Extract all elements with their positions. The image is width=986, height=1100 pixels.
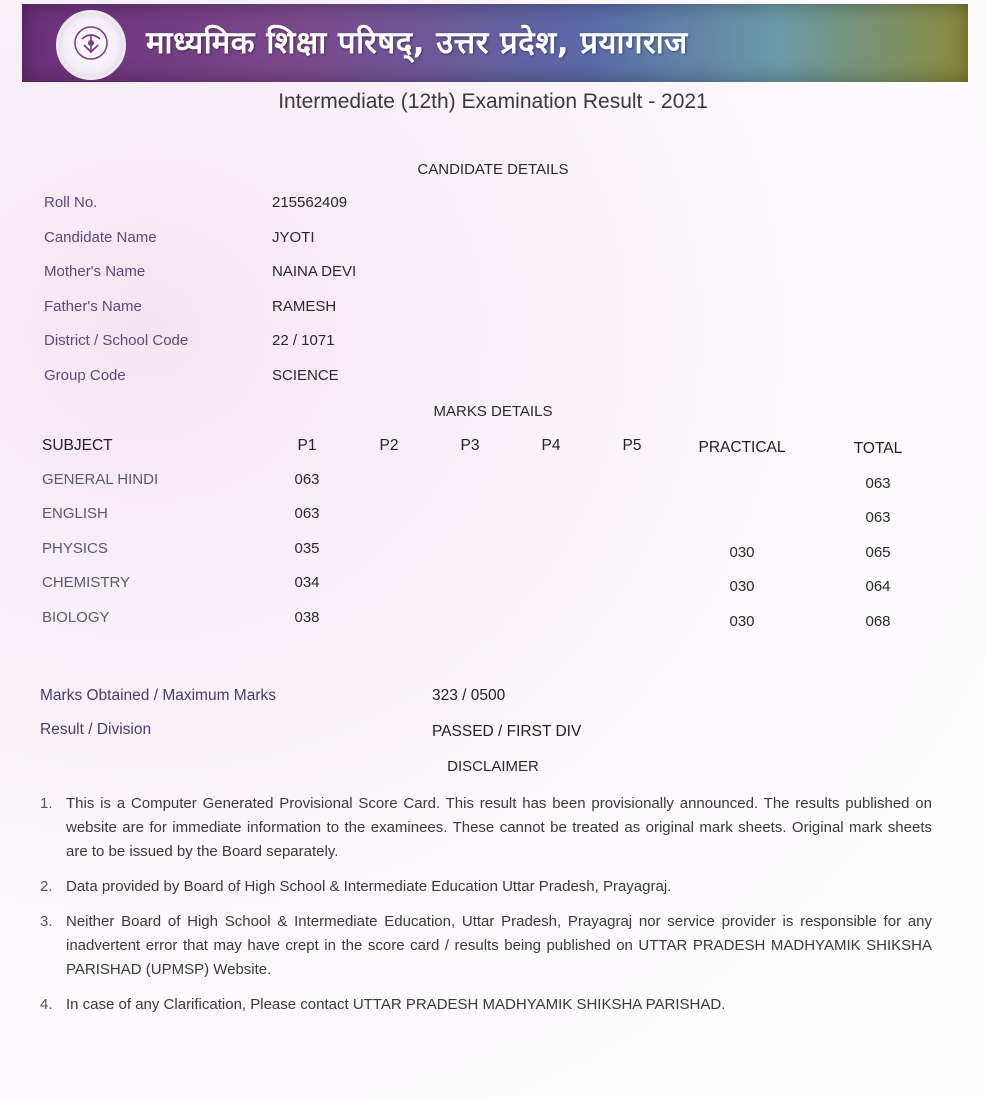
practical-mark: 030 (729, 613, 755, 630)
list-item-number: 4. (40, 996, 53, 1013)
mother-name-value: NAINA DEVI (272, 263, 357, 280)
subject-name: PHYSICS (42, 540, 108, 557)
result-division-label: Result / Division (40, 721, 152, 738)
list-item-number: 3. (40, 913, 53, 930)
candidate-name-label: Candidate Name (44, 229, 157, 246)
practical-mark: 030 (729, 544, 755, 561)
list-item (40, 875, 932, 899)
result-division-value: PASSED / FIRST DIV (432, 723, 582, 740)
col-p2: P2 (379, 437, 399, 454)
total-mark: 063 (865, 509, 891, 526)
col-subject: SUBJECT (42, 437, 113, 454)
list-item (40, 910, 932, 982)
marks-obtained-row (40, 687, 940, 711)
candidate-row-father (44, 298, 944, 322)
p1-mark: 035 (294, 540, 320, 557)
table-row (42, 609, 942, 635)
group-code-value: SCIENCE (272, 367, 339, 384)
total-mark: 064 (865, 578, 891, 595)
mother-name-label: Mother's Name (44, 263, 146, 280)
marks-details-heading: MARKS DETAILS (433, 403, 553, 420)
candidate-name-value: JYOTI (272, 229, 315, 246)
col-p1: P1 (297, 437, 317, 454)
subject-name: GENERAL HINDI (42, 471, 159, 488)
col-practical: PRACTICAL (698, 439, 786, 456)
roll-no-label: Roll No. (44, 194, 98, 211)
emblem-icon (73, 25, 109, 61)
subject-name: BIOLOGY (42, 609, 110, 626)
father-name-value: RAMESH (272, 298, 337, 315)
total-mark: 068 (865, 613, 891, 630)
col-total: TOTAL (853, 440, 903, 457)
list-item-text: In case of any Clarification, Please contact UTTAR PRADESH MADHYAMIK SHIKSHA PARISHAD. (66, 996, 726, 1013)
district-school-code-label: District / School Code (44, 332, 189, 349)
p1-mark: 034 (294, 574, 320, 591)
candidate-details-heading: CANDIDATE DETAILS (417, 161, 569, 178)
col-p3: P3 (460, 437, 480, 454)
father-name-label: Father's Name (44, 298, 142, 315)
practical-mark: 030 (729, 578, 755, 595)
district-school-code-value: 22 / 1071 (272, 332, 335, 349)
list-item (40, 993, 932, 1017)
list-item (40, 792, 932, 864)
list-item-text: This is a Computer Generated Provisional Score Card. This result has been provisionally announced. The results published on website are for immediate information to the examinees. These cannot be treated as original mark sheets. Original mark sheets are to be issued by the Board separately. (66, 795, 932, 860)
col-p5: P5 (622, 437, 642, 454)
candidate-row-roll (44, 194, 944, 218)
candidate-row-name (44, 229, 944, 253)
p1-mark: 063 (294, 471, 320, 488)
disclaimer-list (40, 792, 932, 1028)
table-row (42, 471, 942, 497)
p1-mark: 063 (294, 505, 320, 522)
list-item-number: 1. (40, 795, 53, 812)
marks-obtained-value: 323 / 0500 (432, 687, 506, 704)
marks-obtained-label: Marks Obtained / Maximum Marks (40, 687, 276, 704)
list-item-number: 2. (40, 878, 53, 895)
roll-no-value: 215562409 (272, 194, 348, 211)
subject-name: CHEMISTRY (42, 574, 131, 591)
candidate-row-mother (44, 263, 944, 287)
table-row (42, 505, 942, 531)
col-p4: P4 (541, 437, 561, 454)
candidate-row-group (44, 367, 944, 391)
p1-mark: 038 (294, 609, 320, 626)
list-item-text: Neither Board of High School & Intermediate Education, Uttar Pradesh, Prayagraj nor service provider is responsible for any inadvertent error that may have crept in the score card / results being published on UTTAR PRADESH MADHYAMIK SHIKSHA PARISHAD (UPMSP) Website. (66, 913, 932, 978)
header-banner (22, 4, 968, 82)
list-item-text: Data provided by Board of High School & Intermediate Education Uttar Pradesh, Prayagraj. (66, 878, 672, 895)
subject-name: ENGLISH (42, 505, 108, 522)
board-title: माध्यमिक शिक्षा परिषद्, उत्तर प्रदेश, प्रयागराज (146, 25, 688, 61)
total-mark: 063 (865, 475, 891, 492)
result-division-row (40, 721, 940, 745)
up-emblem-logo (56, 10, 126, 80)
marks-table-header (42, 437, 942, 463)
table-row (42, 540, 942, 566)
candidate-row-district (44, 332, 944, 356)
total-mark: 065 (865, 544, 891, 561)
disclaimer-heading: DISCLAIMER (447, 758, 539, 775)
table-row (42, 574, 942, 600)
group-code-label: Group Code (44, 367, 126, 384)
exam-title: Intermediate (12th) Examination Result - 2021 (278, 90, 708, 113)
